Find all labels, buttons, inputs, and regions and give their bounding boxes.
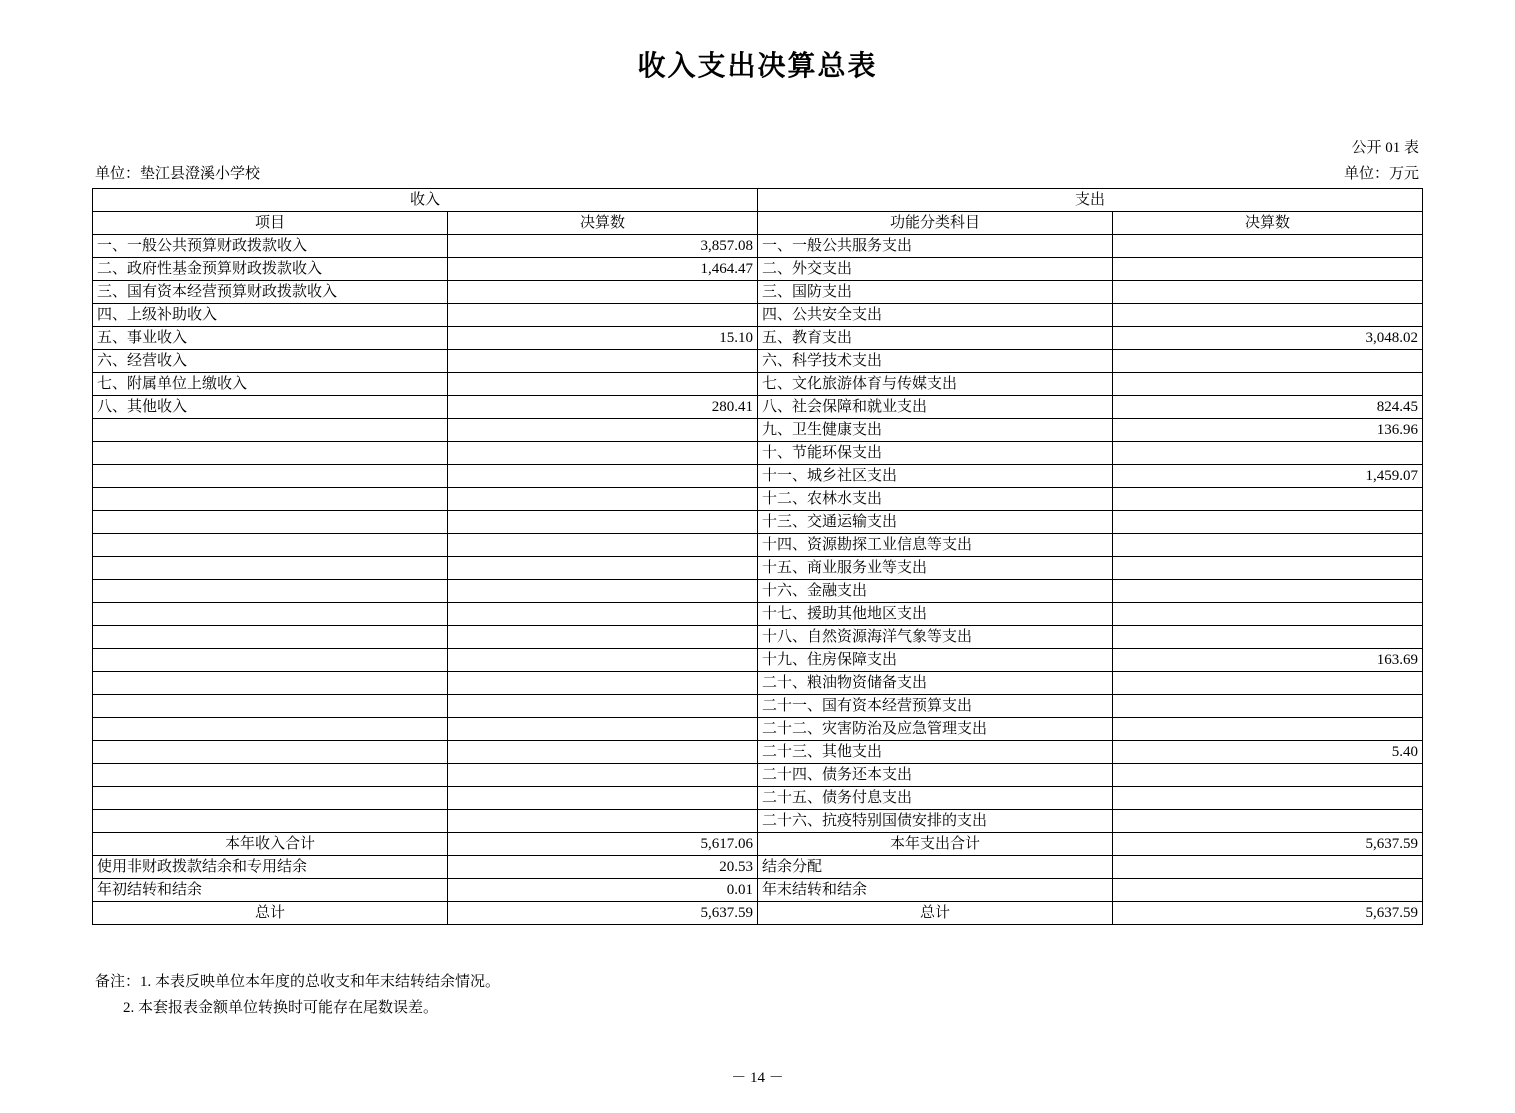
notes-block <box>95 969 500 1022</box>
expense-item-label: 五、教育支出 <box>758 327 1113 350</box>
expense-item-label: 二、外交支出 <box>758 258 1113 281</box>
income-item-label <box>93 488 448 511</box>
expense-item-label: 三、国防支出 <box>758 281 1113 304</box>
table-summary <box>93 833 1423 925</box>
expense-item-value <box>1113 511 1423 534</box>
expense-item-label: 十四、资源勘探工业信息等支出 <box>758 534 1113 557</box>
summary-income-value: 5,617.06 <box>448 833 758 856</box>
table-row <box>93 235 1423 258</box>
document-page <box>0 44 1515 1113</box>
expense-item-value <box>1113 534 1423 557</box>
income-item-header: 项目 <box>93 212 448 235</box>
income-amount-header: 决算数 <box>448 212 758 235</box>
income-item-label <box>93 442 448 465</box>
income-item-label <box>93 626 448 649</box>
expense-group-header: 支出 <box>758 189 1423 212</box>
page-title: 收入支出决算总表 <box>637 51 878 82</box>
income-item-label: 七、附属单位上缴收入 <box>93 373 448 396</box>
table-row <box>93 764 1423 787</box>
table-row <box>93 741 1423 764</box>
income-item-label <box>93 419 448 442</box>
income-item-label <box>93 787 448 810</box>
income-item-label: 六、经营收入 <box>93 350 448 373</box>
income-item-label <box>93 603 448 626</box>
expense-item-value: 5.40 <box>1113 741 1423 764</box>
income-item-value <box>448 488 758 511</box>
summary-expense-value: 5,637.59 <box>1113 833 1423 856</box>
expense-item-label: 二十一、国有资本经营预算支出 <box>758 695 1113 718</box>
summary-expense-label: 年末结转和结余 <box>758 879 1113 902</box>
expense-item-label: 十五、商业服务业等支出 <box>758 557 1113 580</box>
income-item-label <box>93 810 448 833</box>
summary-income-value: 20.53 <box>448 856 758 879</box>
expense-item-value <box>1113 557 1423 580</box>
income-item-value <box>448 580 758 603</box>
table-row <box>93 350 1423 373</box>
expense-item-label: 二十、粮油物资储备支出 <box>758 672 1113 695</box>
income-item-value <box>448 695 758 718</box>
income-item-value <box>448 626 758 649</box>
table-row <box>93 396 1423 419</box>
expense-item-label: 十、节能环保支出 <box>758 442 1113 465</box>
income-item-label <box>93 718 448 741</box>
income-item-label <box>93 580 448 603</box>
table-row <box>93 304 1423 327</box>
income-item-label <box>93 465 448 488</box>
income-item-value <box>448 764 758 787</box>
table-body <box>93 235 1423 833</box>
income-item-value <box>448 718 758 741</box>
expense-item-label: 十三、交通运输支出 <box>758 511 1113 534</box>
income-item-label: 一、一般公共预算财政拨款收入 <box>93 235 448 258</box>
income-item-value <box>448 557 758 580</box>
table-row <box>93 672 1423 695</box>
income-item-label <box>93 534 448 557</box>
table-row <box>93 465 1423 488</box>
income-group-header: 收入 <box>93 189 758 212</box>
expense-item-value: 163.69 <box>1113 649 1423 672</box>
income-item-label <box>93 649 448 672</box>
income-item-value <box>448 373 758 396</box>
summary-expense-label: 本年支出合计 <box>758 833 1113 856</box>
summary-income-label: 使用非财政拨款结余和专用结余 <box>93 856 448 879</box>
sheet-code: 公开 01 表 <box>1351 140 1419 156</box>
summary-expense-value <box>1113 879 1423 902</box>
income-item-value <box>448 672 758 695</box>
income-item-value: 1,464.47 <box>448 258 758 281</box>
income-item-value <box>448 787 758 810</box>
income-expense-table <box>92 188 1423 925</box>
income-item-value <box>448 649 758 672</box>
table-column-header-row <box>93 212 1423 235</box>
expense-item-header: 功能分类科目 <box>758 212 1113 235</box>
expense-item-label: 二十三、其他支出 <box>758 741 1113 764</box>
expense-item-value: 1,459.07 <box>1113 465 1423 488</box>
expense-item-value <box>1113 304 1423 327</box>
expense-item-value <box>1113 442 1423 465</box>
table-row <box>93 534 1423 557</box>
summary-expense-label: 总计 <box>758 902 1113 925</box>
expense-item-value <box>1113 603 1423 626</box>
table-summary-row <box>93 902 1423 925</box>
expense-item-label: 二十四、债务还本支出 <box>758 764 1113 787</box>
expense-item-value <box>1113 488 1423 511</box>
table-row <box>93 419 1423 442</box>
expense-item-label: 二十五、债务付息支出 <box>758 787 1113 810</box>
expense-item-value <box>1113 787 1423 810</box>
page-number: － 14 － <box>731 1070 784 1086</box>
table-group-header-row <box>93 189 1423 212</box>
expense-item-label: 七、文化旅游体育与传媒支出 <box>758 373 1113 396</box>
income-item-label: 三、国有资本经营预算财政拨款收入 <box>93 281 448 304</box>
expense-item-label: 二十二、灾害防治及应急管理支出 <box>758 718 1113 741</box>
income-item-value <box>448 281 758 304</box>
table-summary-row <box>93 879 1423 902</box>
expense-item-label: 八、社会保障和就业支出 <box>758 396 1113 419</box>
table-row <box>93 603 1423 626</box>
expense-item-label: 十一、城乡社区支出 <box>758 465 1113 488</box>
income-item-label <box>93 511 448 534</box>
table-row <box>93 649 1423 672</box>
income-item-value <box>448 465 758 488</box>
income-item-value <box>448 419 758 442</box>
summary-income-value: 0.01 <box>448 879 758 902</box>
income-item-label: 五、事业收入 <box>93 327 448 350</box>
expense-item-value <box>1113 764 1423 787</box>
income-item-value <box>448 304 758 327</box>
expense-item-label: 四、公共安全支出 <box>758 304 1113 327</box>
expense-item-value <box>1113 258 1423 281</box>
expense-item-value <box>1113 810 1423 833</box>
income-item-value <box>448 534 758 557</box>
income-item-value <box>448 810 758 833</box>
expense-item-value: 3,048.02 <box>1113 327 1423 350</box>
income-item-value <box>448 741 758 764</box>
summary-expense-value <box>1113 856 1423 879</box>
expense-item-value <box>1113 626 1423 649</box>
summary-expense-value: 5,637.59 <box>1113 902 1423 925</box>
income-item-value: 3,857.08 <box>448 235 758 258</box>
income-item-value <box>448 603 758 626</box>
income-item-label <box>93 557 448 580</box>
income-item-label: 四、上级补助收入 <box>93 304 448 327</box>
expense-item-value <box>1113 695 1423 718</box>
expense-item-value <box>1113 672 1423 695</box>
table-row <box>93 787 1423 810</box>
income-item-label: 二、政府性基金预算财政拨款收入 <box>93 258 448 281</box>
table-row <box>93 488 1423 511</box>
expense-item-label: 一、一般公共服务支出 <box>758 235 1113 258</box>
meta-row <box>0 162 1515 182</box>
expense-item-value <box>1113 580 1423 603</box>
summary-expense-label: 结余分配 <box>758 856 1113 879</box>
unit-name: 单位：垫江县澄溪小学校 <box>95 166 261 182</box>
income-item-label <box>93 695 448 718</box>
income-item-value <box>448 442 758 465</box>
expense-item-label: 十二、农林水支出 <box>758 488 1113 511</box>
note-line-1: 备注：1. 本表反映单位本年度的总收支和年末结转结余情况。 <box>95 974 501 990</box>
summary-income-label: 本年收入合计 <box>93 833 448 856</box>
table-summary-row <box>93 856 1423 879</box>
expense-item-label: 六、科学技术支出 <box>758 350 1113 373</box>
table-row <box>93 258 1423 281</box>
expense-item-value: 824.45 <box>1113 396 1423 419</box>
income-item-value <box>448 511 758 534</box>
table-row <box>93 810 1423 833</box>
income-item-label <box>93 741 448 764</box>
note-line-2: 2. 本套报表金额单位转换时可能存在尾数误差。 <box>123 1000 439 1017</box>
table-row <box>93 626 1423 649</box>
income-item-value: 15.10 <box>448 327 758 350</box>
income-item-label <box>93 764 448 787</box>
expense-item-label: 十九、住房保障支出 <box>758 649 1113 672</box>
table-row <box>93 281 1423 304</box>
summary-income-label: 总计 <box>93 902 448 925</box>
income-item-value <box>448 350 758 373</box>
expense-item-value <box>1113 350 1423 373</box>
table-row <box>93 511 1423 534</box>
unit-measure: 单位：万元 <box>1343 166 1419 182</box>
expense-amount-header: 决算数 <box>1113 212 1423 235</box>
table-row <box>93 695 1423 718</box>
expense-item-value <box>1113 373 1423 396</box>
table-row <box>93 557 1423 580</box>
expense-item-value <box>1113 235 1423 258</box>
summary-income-value: 5,637.59 <box>448 902 758 925</box>
table-row <box>93 580 1423 603</box>
table-row <box>93 327 1423 350</box>
table-row <box>93 373 1423 396</box>
expense-item-value <box>1113 281 1423 304</box>
income-item-value: 280.41 <box>448 396 758 419</box>
table-summary-row <box>93 833 1423 856</box>
expense-item-label: 九、卫生健康支出 <box>758 419 1113 442</box>
expense-item-value: 136.96 <box>1113 419 1423 442</box>
expense-item-value <box>1113 718 1423 741</box>
summary-income-label: 年初结转和结余 <box>93 879 448 902</box>
income-item-label <box>93 672 448 695</box>
expense-item-label: 二十六、抗疫特别国债安排的支出 <box>758 810 1113 833</box>
table-row <box>93 718 1423 741</box>
expense-item-label: 十七、援助其他地区支出 <box>758 603 1113 626</box>
table-row <box>93 442 1423 465</box>
expense-item-label: 十八、自然资源海洋气象等支出 <box>758 626 1113 649</box>
income-item-label: 八、其他收入 <box>93 396 448 419</box>
expense-item-label: 十六、金融支出 <box>758 580 1113 603</box>
